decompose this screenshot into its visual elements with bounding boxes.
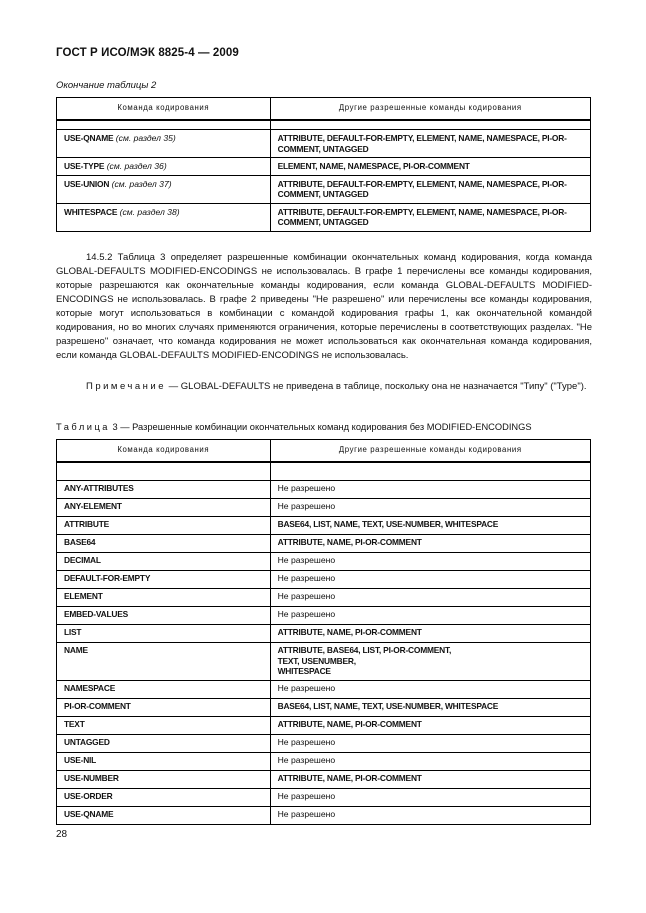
document-header-title: ГОСТ Р ИСО/МЭК 8825-4 — 2009 [56,47,239,59]
table-row [57,499,591,517]
cell-other-commands: Не разрешено [270,607,590,625]
section-reference: (см. раздел 37) [111,178,172,189]
cell-encoding-command: ANY-ATTRIBUTES [57,481,271,499]
cell-other-commands: ATTRIBUTE, DEFAULT-FOR-EMPTY, ELEMENT, NAME, NAMESPACE, PI-OR-COMMENT, UNTAGGED [270,130,590,158]
cell-encoding-command: NAME [57,643,271,681]
table-row [57,481,591,499]
table-row [57,553,591,571]
table-row [57,806,591,824]
cell-other-commands: Не разрешено [270,680,590,698]
table-row [57,158,591,176]
cell-other-commands: ATTRIBUTE, BASE64, LIST, PI-OR-COMMENT, TEXT, USENUMBER, WHITESPACE [270,643,590,681]
table-row [57,130,591,158]
cell-other-commands: Не разрешено [270,571,590,589]
cell-other-commands: Не разрешено [270,806,590,824]
note-text: — GLOBAL-DEFAULTS не приведена в таблице, поскольку она не назначается "Типу" ("Type"). [166,381,587,392]
table-row [57,698,591,716]
body-paragraph: 14.5.2 Таблица 3 определяет разрешенные комбинации окончательных команд кодирования, когда команда GLOBAL-DEFAULTS MODIFIED-ENCODINGS не использовалась. В графе 1 перечислены все команды кодирования, которые разрешаются как окончательные команды кодирования, если команда GLOBAL-DEFAULTS MODIFIED-ENCODINGS не использовалась. В графе 2 приведены "Не разрешено" или перечислены все команды кодирования, которые могут использоваться в комбинации с командой кодирования графы 1, как окончательной командой кодирования, но во многих случаях применяются ограничения, которые перечислены в соответствующих разделах. "Не разрешено" означает, что команда кодирования не может использоваться как окончательная команда кодирования, если команда GLOBAL-DEFAULTS MODIFIED-ENCODINGS не использовалась. [56,252,592,361]
cell-other-commands: Не разрешено [270,589,590,607]
cell-encoding-command: USE-NIL [57,752,271,770]
cell-other-commands: Не разрешено [270,481,590,499]
table-row [57,625,591,643]
table-row [57,175,591,203]
table-row [57,517,591,535]
cell-other-commands: Не разрешено [270,788,590,806]
table-3 [56,439,591,825]
table-row [57,203,591,231]
cell-other-commands: BASE64, LIST, NAME, TEXT, USE-NUMBER, WHITESPACE [270,517,590,535]
table-2-end [56,97,591,232]
cell-other-commands: Не разрешено [270,553,590,571]
cell-other-commands: ATTRIBUTE, NAME, PI-OR-COMMENT [270,535,590,553]
table-row [57,535,591,553]
column-header-other-commands: Другие разрешенные команды кодирования [270,98,590,121]
table-row [57,734,591,752]
header-separator [57,462,591,481]
cell-encoding-command [57,175,271,203]
cell-encoding-command: USE-NUMBER [57,770,271,788]
command-name: USE-QNAME [64,133,114,143]
table-row [57,607,591,625]
cell-other-commands: ATTRIBUTE, NAME, PI-OR-COMMENT [270,770,590,788]
column-header-other-commands: Другие разрешенные команды кодирования [270,440,590,463]
cell-other-commands: Не разрешено [270,499,590,517]
section-14-5-2-paragraph [56,251,592,363]
command-name: USE-UNION [64,178,110,189]
cell-other-commands: Не разрешено [270,752,590,770]
cell-encoding-command: LIST [57,625,271,643]
table-row [57,770,591,788]
cell-encoding-command: PI-OR-COMMENT [57,698,271,716]
header-separator [57,120,591,130]
cell-encoding-command: NAMESPACE [57,680,271,698]
cell-other-commands: ATTRIBUTE, NAME, PI-OR-COMMENT [270,716,590,734]
section-reference: (см. раздел 35) [115,133,176,143]
column-header-encoding-command: Команда кодирования [57,98,271,121]
table-3-caption [56,422,532,432]
cell-encoding-command: ATTRIBUTE [57,517,271,535]
cell-other-commands: ATTRIBUTE, NAME, PI-OR-COMMENT [270,625,590,643]
section-reference: (см. раздел 38) [119,206,180,217]
cell-other-commands: Не разрешено [270,734,590,752]
table-3-caption-label: Таблица [56,422,110,432]
cell-encoding-command: ELEMENT [57,589,271,607]
cell-encoding-command [57,158,271,176]
cell-other-commands: ELEMENT, NAME, NAMESPACE, PI-OR-COMMENT [270,158,590,176]
note-label: Примечание [86,381,166,392]
cell-encoding-command: ANY-ELEMENT [57,499,271,517]
command-name: USE-TYPE [64,161,105,171]
cell-other-commands: ATTRIBUTE, DEFAULT-FOR-EMPTY, ELEMENT, NAME, NAMESPACE, PI-OR-COMMENT, UNTAGGED [270,175,590,203]
cell-encoding-command: EMBED-VALUES [57,607,271,625]
table-row [57,716,591,734]
cell-encoding-command [57,203,271,231]
table-row [57,571,591,589]
page-number: 28 [56,829,68,840]
table-3-caption-text: 3 — Разрешенные комбинации окончательных команд кодирования без MODIFIED-ENCODINGS [109,422,532,432]
section-reference: (см. раздел 36) [106,161,167,171]
cell-encoding-command: BASE64 [57,535,271,553]
cell-encoding-command: TEXT [57,716,271,734]
table-row [57,589,591,607]
table-row [57,680,591,698]
cell-encoding-command: DEFAULT-FOR-EMPTY [57,571,271,589]
cell-other-commands: ATTRIBUTE, DEFAULT-FOR-EMPTY, ELEMENT, NAME, NAMESPACE, PI-OR-COMMENT, UNTAGGED [270,203,590,231]
cell-other-commands: BASE64, LIST, NAME, TEXT, USE-NUMBER, WHITESPACE [270,698,590,716]
command-name: WHITESPACE [64,206,118,217]
cell-encoding-command: UNTAGGED [57,734,271,752]
table-row [57,643,591,681]
cell-encoding-command: USE-QNAME [57,806,271,824]
table-row [57,752,591,770]
note-paragraph [56,380,592,394]
note [56,380,592,394]
table-continuation-caption: Окончание таблицы 2 [56,80,157,91]
table-row [57,788,591,806]
cell-encoding-command: USE-ORDER [57,788,271,806]
cell-encoding-command [57,130,271,158]
column-header-encoding-command: Команда кодирования [57,440,271,463]
cell-encoding-command: DECIMAL [57,553,271,571]
